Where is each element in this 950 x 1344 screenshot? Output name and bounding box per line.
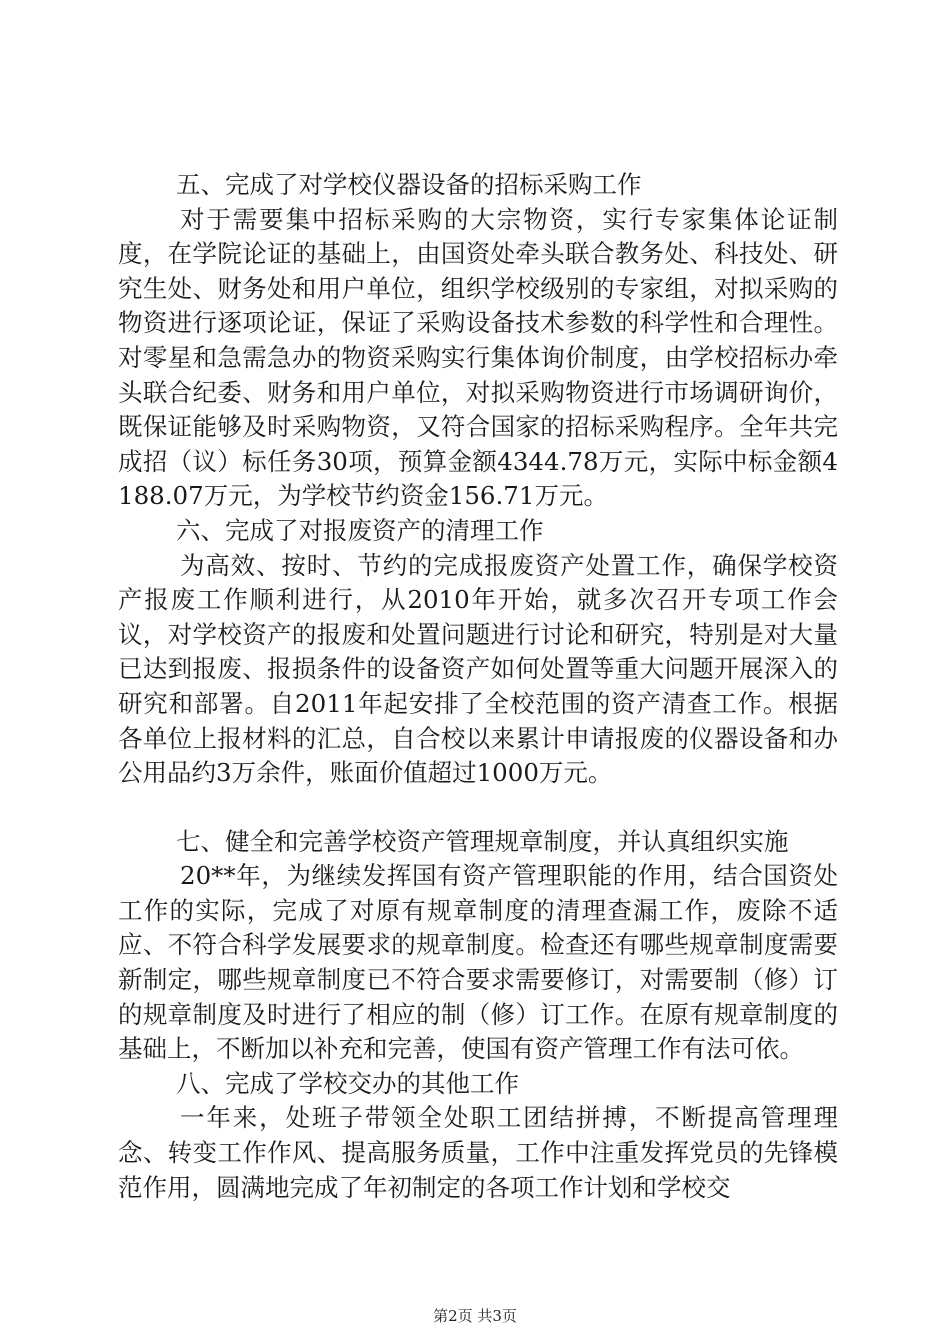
section-body-7: 20**年，为继续发挥国有资产管理职能的作用，结合国资处工作的实际，完成了对原有规章制度的清理查漏工作，废除不适应、不符合科学发展要求的规章制度。检查还有哪些规章制度需要新制定，哪些规章制度已不符合要求需要修订，对需要制（修）订的规章制度及时进行了相应的制（修）订工作。在原有规章制度的基础上，不断加以补充和完善，使国有资产管理工作有法可依。 — [118, 861, 838, 1064]
page-number-label: 第2页 共3页 — [433, 1307, 517, 1325]
document-body — [118, 168, 838, 1205]
section-body-6: 为高效、按时、节约的完成报废资产处置工作，确保学校资产报废工作顺利进行，从2010年开始，就多次召开专项工作会议，对学校资产的报废和处置问题进行讨论和研究，特别是对大量已达到报废、报损条件的设备资产如何处置等重大问题开展深入的研究和部署。自2011年起安排了全校范围的资产清查工作。根据各单位上报材料的汇总，自合校以来累计申请报废的仪器设备和办公用品约3万余件，账面价值超过1000万元。 — [118, 550, 838, 788]
paragraph-spacer — [118, 791, 838, 825]
section-heading-7: 七、健全和完善学校资产管理规章制度，并认真组织实施 — [176, 826, 789, 856]
section-heading-6: 六、完成了对报废资产的清理工作 — [176, 515, 544, 545]
section-body-8: 一年来，处班子带领全处职工团结拼搏，不断提高管理理念、转变工作作风、提高服务质量，工作中注重发挥党员的先锋模范作用，圆满地完成了年初制定的各项工作计划和学校交 — [118, 1103, 838, 1202]
section-heading-5: 五、完成了对学校仪器设备的招标采购工作 — [176, 170, 642, 199]
section-body-5: 对于需要集中招标采购的大宗物资，实行专家集体论证制度，在学院论证的基础上，由国资处牵头联合教务处、科技处、研究生处、财务处和用户单位，组织学校级别的专家组，对拟采购的物资进行逐项论证，保证了采购设备技术参数的科学性和合理性。对零星和急需急办的物资采购实行集体询价制度，由学校招标办牵头联合纪委、财务和用户单位，对拟采购物资进行市场调研询价，既保证能够及时采购物资，又符合国家的招标采购程序。全年共完成招（议）标任务30项，预算金额4344.78万元，实际中标金额4188.07万元，为学校节约资金156.71万元。 — [118, 204, 838, 511]
page-footer — [0, 1306, 950, 1326]
section-heading-8: 八、完成了学校交办的其他工作 — [176, 1068, 519, 1098]
